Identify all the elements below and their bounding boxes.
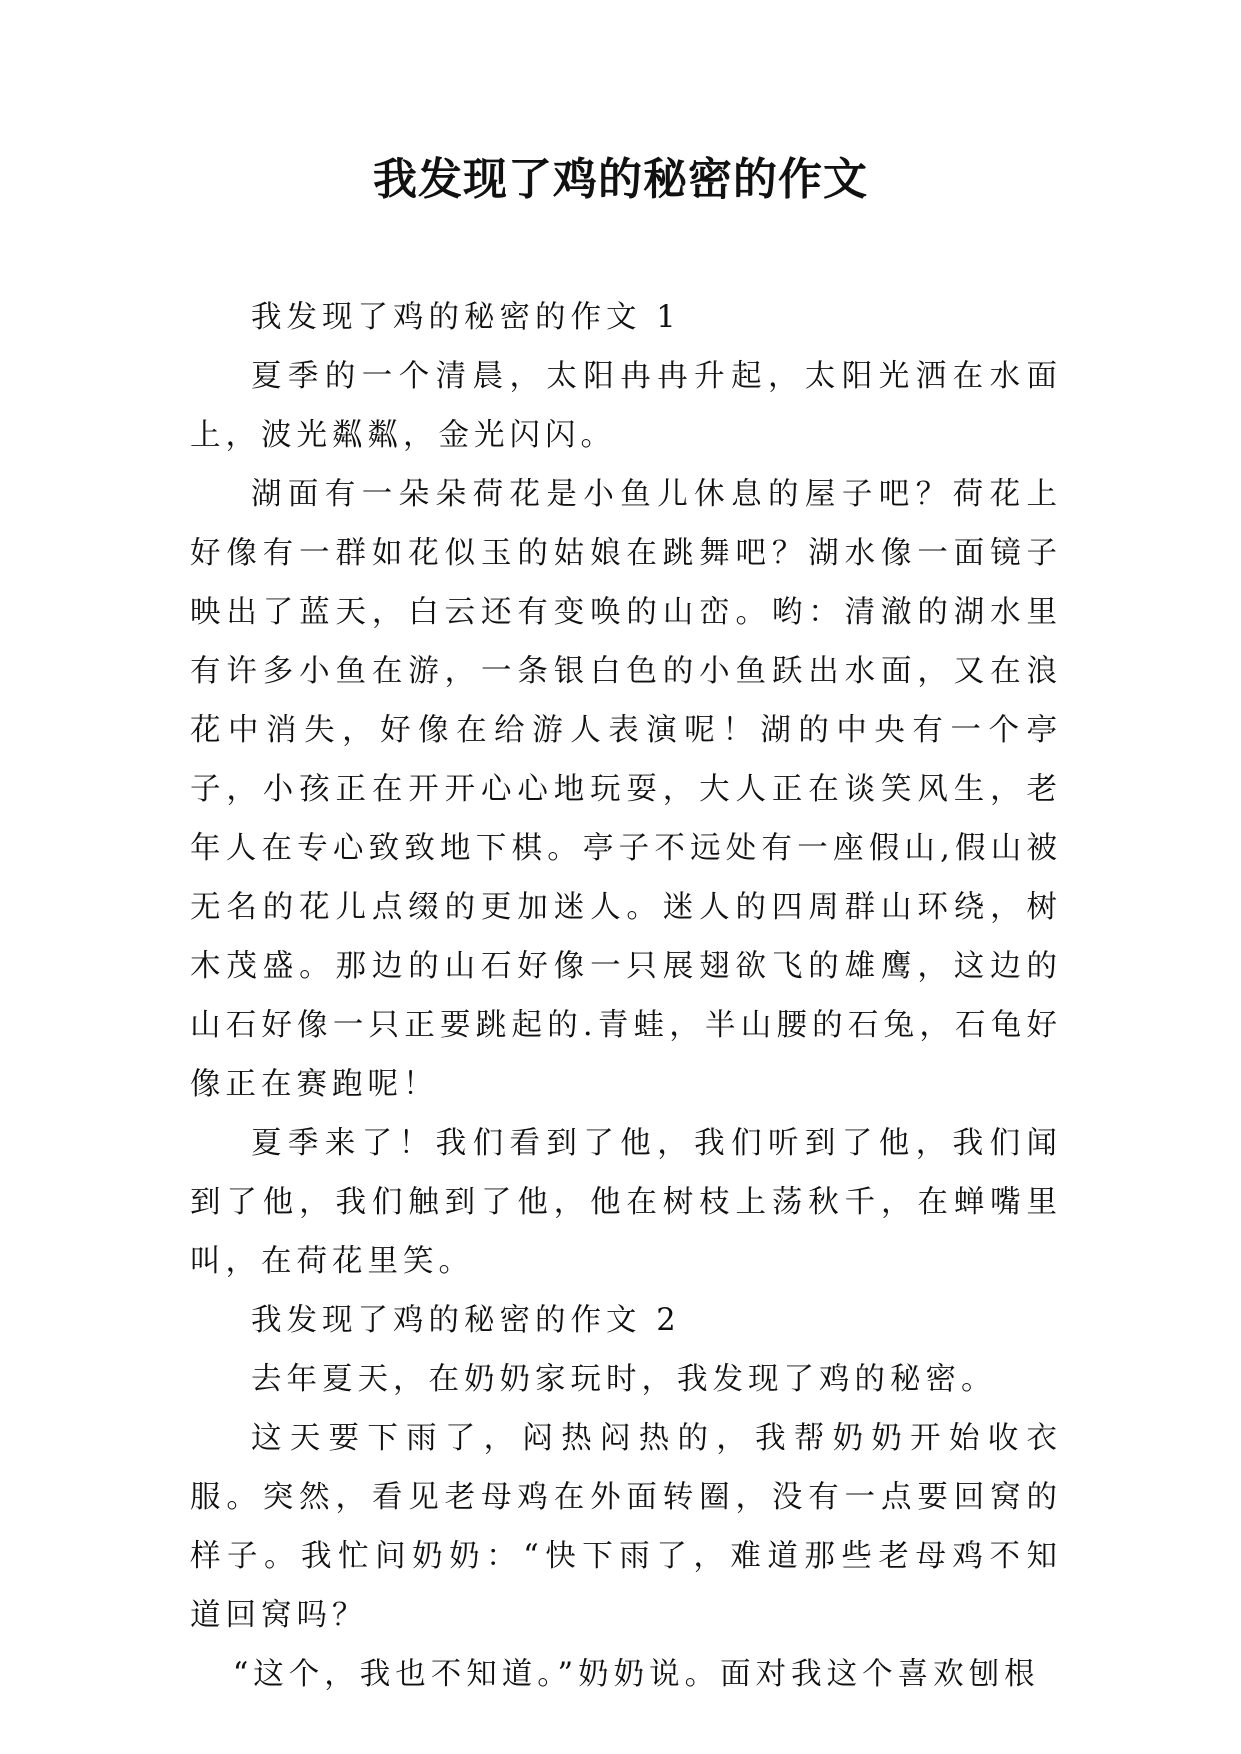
paragraph: 夏季的一个清晨，太阳冉冉升起，太阳光洒在水面上，波光粼粼，金光闪闪。: [190, 359, 1062, 453]
paragraph: “这个，我也不知道。”奶奶说。面对我这个喜欢刨根: [232, 1657, 1040, 1692]
paragraph: 湖面有一朵朵荷花是小鱼儿休息的屋子吧？荷花上好像有一群如花似玉的姑娘在跳舞吧？湖水像一面镜子映出了蓝天，白云还有变唤的山峦。哟：清澈的湖水里有许多小鱼在游，一条银白色的小鱼跃出水面，又在浪花中消失，好像在给游人表演呢！湖的中央有一个亭子，小孩正在开开心心地玩耍，大人正在谈笑风生，老年人在专心致致地下棋。亭子不远处有一座假山,假山被无名的花儿点缀的更加迷人。迷人的四周群山环绕，树木茂盛。那边的山石好像一只展翅欲飞的雄鹰，这边的山石好像一只正要跳起的.青蛙，半山腰的石兔，石龟好像正在赛跑呢！: [190, 477, 1062, 1102]
document-title: 我发现了鸡的秘密的作文: [373, 154, 868, 205]
document-body: [190, 288, 1062, 1704]
section-heading-1: 我发现了鸡的秘密的作文 1: [251, 300, 681, 335]
paragraph: 夏季来了！我们看到了他，我们听到了他，我们闻到了他，我们触到了他，他在树枝上荡秋千，在蝉嘴里叫，在荷花里笑。: [190, 1126, 1062, 1279]
paragraph: 这天要下雨了，闷热闷热的，我帮奶奶开始收衣服。突然，看见老母鸡在外面转圈，没有一点要回窝的样子。我忙问奶奶：“快下雨了，难道那些老母鸡不知道回窝吗？: [190, 1421, 1062, 1633]
paragraph: 去年夏天，在奶奶家玩时，我发现了鸡的秘密。: [251, 1362, 997, 1397]
section-heading-2: 我发现了鸡的秘密的作文 2: [251, 1303, 681, 1338]
